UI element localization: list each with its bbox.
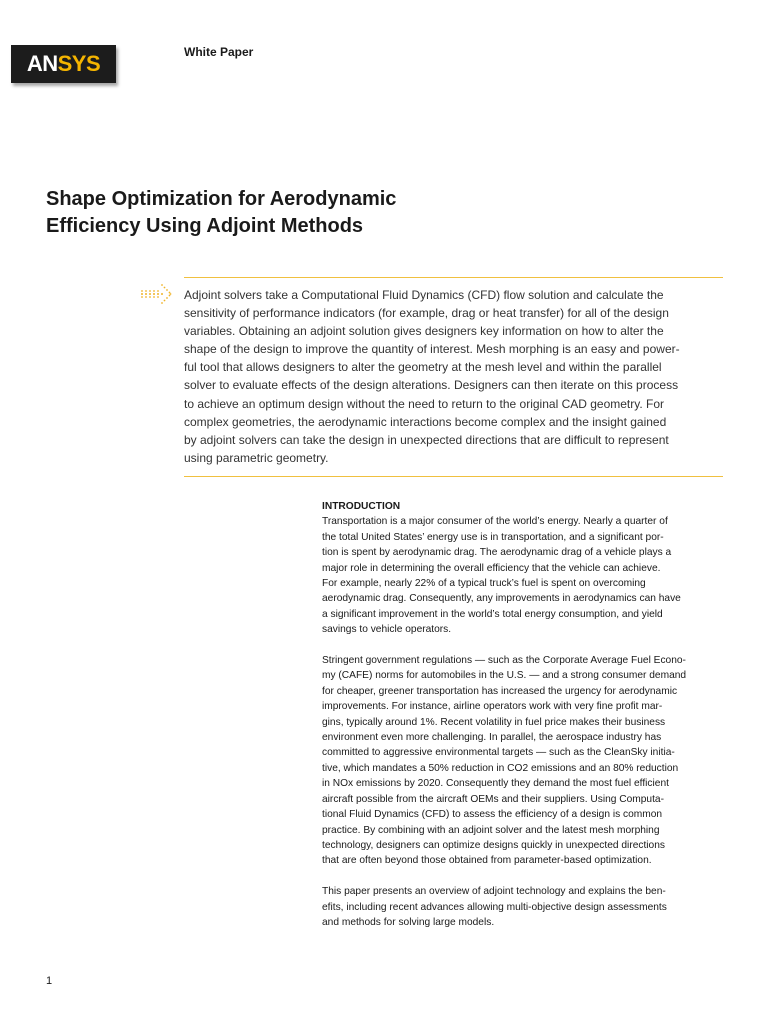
body-line: environment even more challenging. In parallel, the aerospace industry has	[322, 732, 662, 744]
body-line: practice. By combining with an adjoint solver and the latest mesh morphing	[322, 824, 660, 836]
body-line: aircraft possible from the aircraft OEMs and their suppliers. Using Computa-	[322, 793, 664, 805]
abstract-line: variables. Obtaining an adjoint solution gives designers key information on how to alter the	[184, 324, 664, 339]
abstract-top-rule	[184, 277, 723, 278]
section-heading: INTRODUCTION	[322, 501, 401, 512]
abstract-line: shape of the design to improve the quantity of interest. Mesh morphing is an easy and power-	[184, 342, 680, 357]
body-paragraph	[322, 653, 732, 869]
body-line: and methods for solving large models.	[322, 916, 495, 928]
abstract-line: complex geometries, the aerodynamic interactions become complex and the insight gained	[184, 414, 667, 429]
abstract-bottom-rule	[184, 476, 723, 477]
abstract-line: ful tool that allows designers to alter the geometry at the mesh level and within the parallel	[184, 360, 662, 375]
body-line: in NOx emissions by 2020. Consequently they demand the most fuel efficient	[322, 778, 669, 790]
body-line: aerodynamic drag. Consequently, any improvements in aerodynamics can have	[322, 593, 681, 605]
title-line: Efficiency Using Adjoint Methods	[46, 215, 364, 237]
document-title	[46, 186, 466, 240]
body-line: my (CAFE) norms for automobiles in the U.S. — and a strong consumer demand	[322, 670, 687, 682]
abstract-text	[184, 286, 724, 467]
body-line: This paper presents an overview of adjoint technology and explains the ben-	[322, 886, 666, 898]
abstract-line: Adjoint solvers take a Computational Fluid Dynamics (CFD) flow solution and calculate the	[184, 288, 664, 302]
body-paragraph	[322, 514, 732, 637]
body-line: Stringent government regulations — such as the Corporate Average Fuel Econo-	[322, 655, 686, 667]
body-line: a significant improvement in the world’s total energy consumption, and yield	[322, 608, 663, 620]
body-line: For example, nearly 22% of a typical truck’s fuel is spent on overcoming	[322, 578, 646, 590]
body-line: tional Fluid Dynamics (CFD) to assess the efficiency of a design is common	[322, 809, 663, 821]
body-line: tion is spent by aerodynamic drag. The aerodynamic drag of a vehicle plays a	[322, 547, 672, 559]
body-line: technology, designers can optimize designs quickly in unexpected directions	[322, 839, 665, 851]
logo-wordmark	[27, 51, 100, 77]
logo-suffix: SYS	[57, 51, 101, 76]
dotted-arrow-icon	[140, 282, 174, 306]
abstract-line: solver to evaluate effects of the design alterations. Designers can then iterate on this process	[184, 378, 679, 393]
abstract-line: to achieve an optimum design without the need to return to the original CAD geometry. For	[184, 396, 665, 411]
body-line: for cheaper, greener transportation has increased the urgency for aerodynamic	[322, 685, 678, 697]
body-paragraph	[322, 884, 732, 930]
abstract-line: sensitivity of performance indicators (for example, drag or heat transfer) for all of the design	[184, 306, 669, 321]
body-line: gins, typically around 1%. Recent volatility in fuel price makes their business	[322, 716, 666, 728]
abstract-line: by adjoint solvers can take the design in unexpected directions that are difficult to represent	[184, 432, 669, 447]
document-type-label: White Paper	[184, 45, 254, 59]
ansys-logo	[11, 45, 116, 83]
logo-prefix: AN	[26, 51, 58, 76]
body-line: major role in determining the overall efficiency that the vehicle can achieve.	[322, 562, 661, 574]
title-line: Shape Optimization for Aerodynamic	[46, 188, 397, 210]
body-line: the total United States’ energy use is in transportation, and a significant por-	[322, 531, 664, 543]
body-line: savings to vehicle operators.	[322, 624, 452, 636]
abstract-line: using parametric geometry.	[184, 450, 329, 465]
body-line: efits, including recent advances allowing multi-objective design assessments	[322, 901, 667, 913]
introduction-section	[322, 499, 732, 946]
body-line: committed to aggressive environmental targets — such as the CleanSky initia-	[322, 747, 675, 759]
page-number: 1	[46, 975, 53, 987]
body-line: that are often beyond those obtained from parameter-based optimization.	[322, 855, 652, 867]
body-line: tive, which mandates a 50% reduction in CO2 emissions and an 80% reduction	[322, 762, 679, 774]
body-line: Transportation is a major consumer of the world’s energy. Nearly a quarter of	[322, 516, 668, 528]
body-line: improvements. For instance, airline operators work with very fine profit mar-	[322, 701, 663, 713]
